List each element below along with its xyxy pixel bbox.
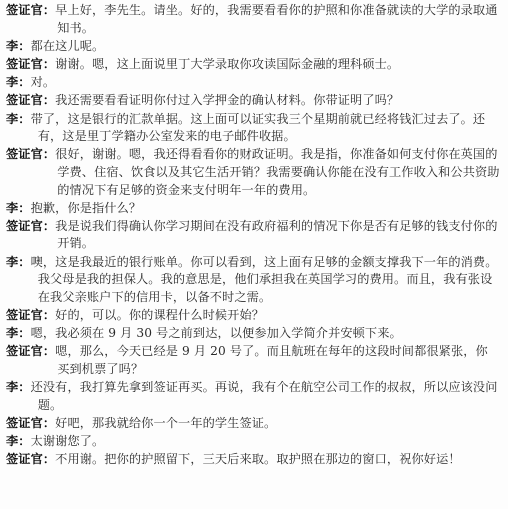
dialogue-text: 带了，这是银行的汇款单据。这上面可以证实我三个星期前就已经将钱汇过去了。还有，这是里丁学籍办公室发来的电子邮件收据。: [30, 111, 486, 144]
dialogue-text: 嗯，那么，今天已经是 9 月 20 号了。而且航班在每年的这段时间都很紧张，你买到机票了吗？: [55, 344, 488, 376]
dialogue-line: [6, 218, 500, 253]
dialogue-text: 太谢谢您了。: [30, 434, 105, 449]
dialogue-text: 我是说我们得确认你学习期间在没有政府福利的情况下你是否有足够的钱支付你的开销。: [55, 218, 498, 251]
dialogue-line: [6, 38, 500, 56]
speaker-label: 李：: [6, 111, 31, 126]
speaker-label: 李：: [6, 380, 31, 395]
speaker-label: 签证官：: [6, 308, 56, 323]
dialogue-line: [6, 433, 500, 451]
dialogue-line: [6, 379, 500, 414]
dialogue-text: 早上好，李先生。请坐。好的，我需要看看你的护照和你准备就读的大学的录取通知书。: [55, 3, 498, 35]
speaker-label: 签证官：: [6, 344, 56, 359]
dialogue-line: [6, 415, 500, 433]
dialogue-line: [6, 451, 500, 469]
speaker-label: 李：: [6, 434, 31, 449]
dialogue-line: [6, 92, 500, 110]
speaker-label: 签证官：: [6, 452, 56, 467]
dialogue-line: [6, 325, 500, 343]
dialogue-text: 很好，谢谢。嗯，我还得看看你的财政证明。我是指，你准备如何支付你在英国的学费、住宿、饮食以及其它生活开销？我需要确认你能在没有工作收入和公共资助的情况下有足够的资金来支付明年一年的费用。: [55, 147, 500, 197]
dialogue-text: 不用谢。把你的护照留下，三天后来取。取护照在那边的窗口，祝你好运！: [55, 452, 461, 467]
dialogue-line: [6, 56, 500, 74]
dialogue-text: 抱歉，你是指什么？: [30, 200, 142, 215]
dialogue-line: [6, 74, 500, 92]
dialogue-text: 谢谢。嗯，这上面说里丁大学录取你攻读国际金融的理科硕士。: [55, 56, 400, 71]
dialogue-line: [6, 343, 500, 378]
speaker-label: 李：: [6, 200, 31, 215]
speaker-label: 签证官：: [6, 56, 56, 71]
dialogue-text: 都在这儿呢。: [30, 38, 105, 53]
dialogue-line: [6, 146, 500, 199]
dialogue-line: [6, 307, 500, 325]
dialogue-text: 好的，可以。你的课程什么时候开始？: [55, 308, 265, 323]
dialogue-text: 噢，这是我最近的银行账单。你可以看到，这上面有足够的金额支撑我下一年的消费。我父母是我的担保人。我的意思是，他们承担我在英国学习的费用。而且，我有张设在我父亲账户下的信用卡，以备不时之需。: [30, 254, 498, 304]
speaker-label: 李：: [6, 254, 31, 269]
speaker-label: 签证官：: [6, 3, 56, 17]
dialogue-line: [6, 200, 500, 218]
dialogue-line: [6, 2, 500, 37]
speaker-label: 李：: [6, 38, 31, 53]
speaker-label: 签证官：: [6, 93, 56, 108]
dialogue-line: [6, 254, 500, 307]
speaker-label: 签证官：: [6, 147, 56, 162]
speaker-label: 签证官：: [6, 415, 56, 430]
speaker-label: 李：: [6, 326, 31, 341]
dialogue-text: 好吧，那我就给你一个一年的学生签证。: [55, 415, 277, 430]
dialogue-text: 我还需要看看证明你付过入学押金的确认材料。你带证明了吗？: [55, 93, 400, 108]
dialogue-line: [6, 111, 500, 146]
dialogue-text: 嗯，我必须在 9 月 30 号之前到达，以便参加入学简介并安顿下来。: [30, 326, 402, 341]
dialogue-text: 还没有，我打算先拿到签证再买。再说，我有个在航空公司工作的叔叔，所以应该没问题。: [30, 380, 498, 412]
speaker-label: 签证官：: [6, 218, 56, 233]
speaker-label: 李：: [6, 75, 31, 90]
dialogue-text: 对。: [30, 75, 56, 90]
